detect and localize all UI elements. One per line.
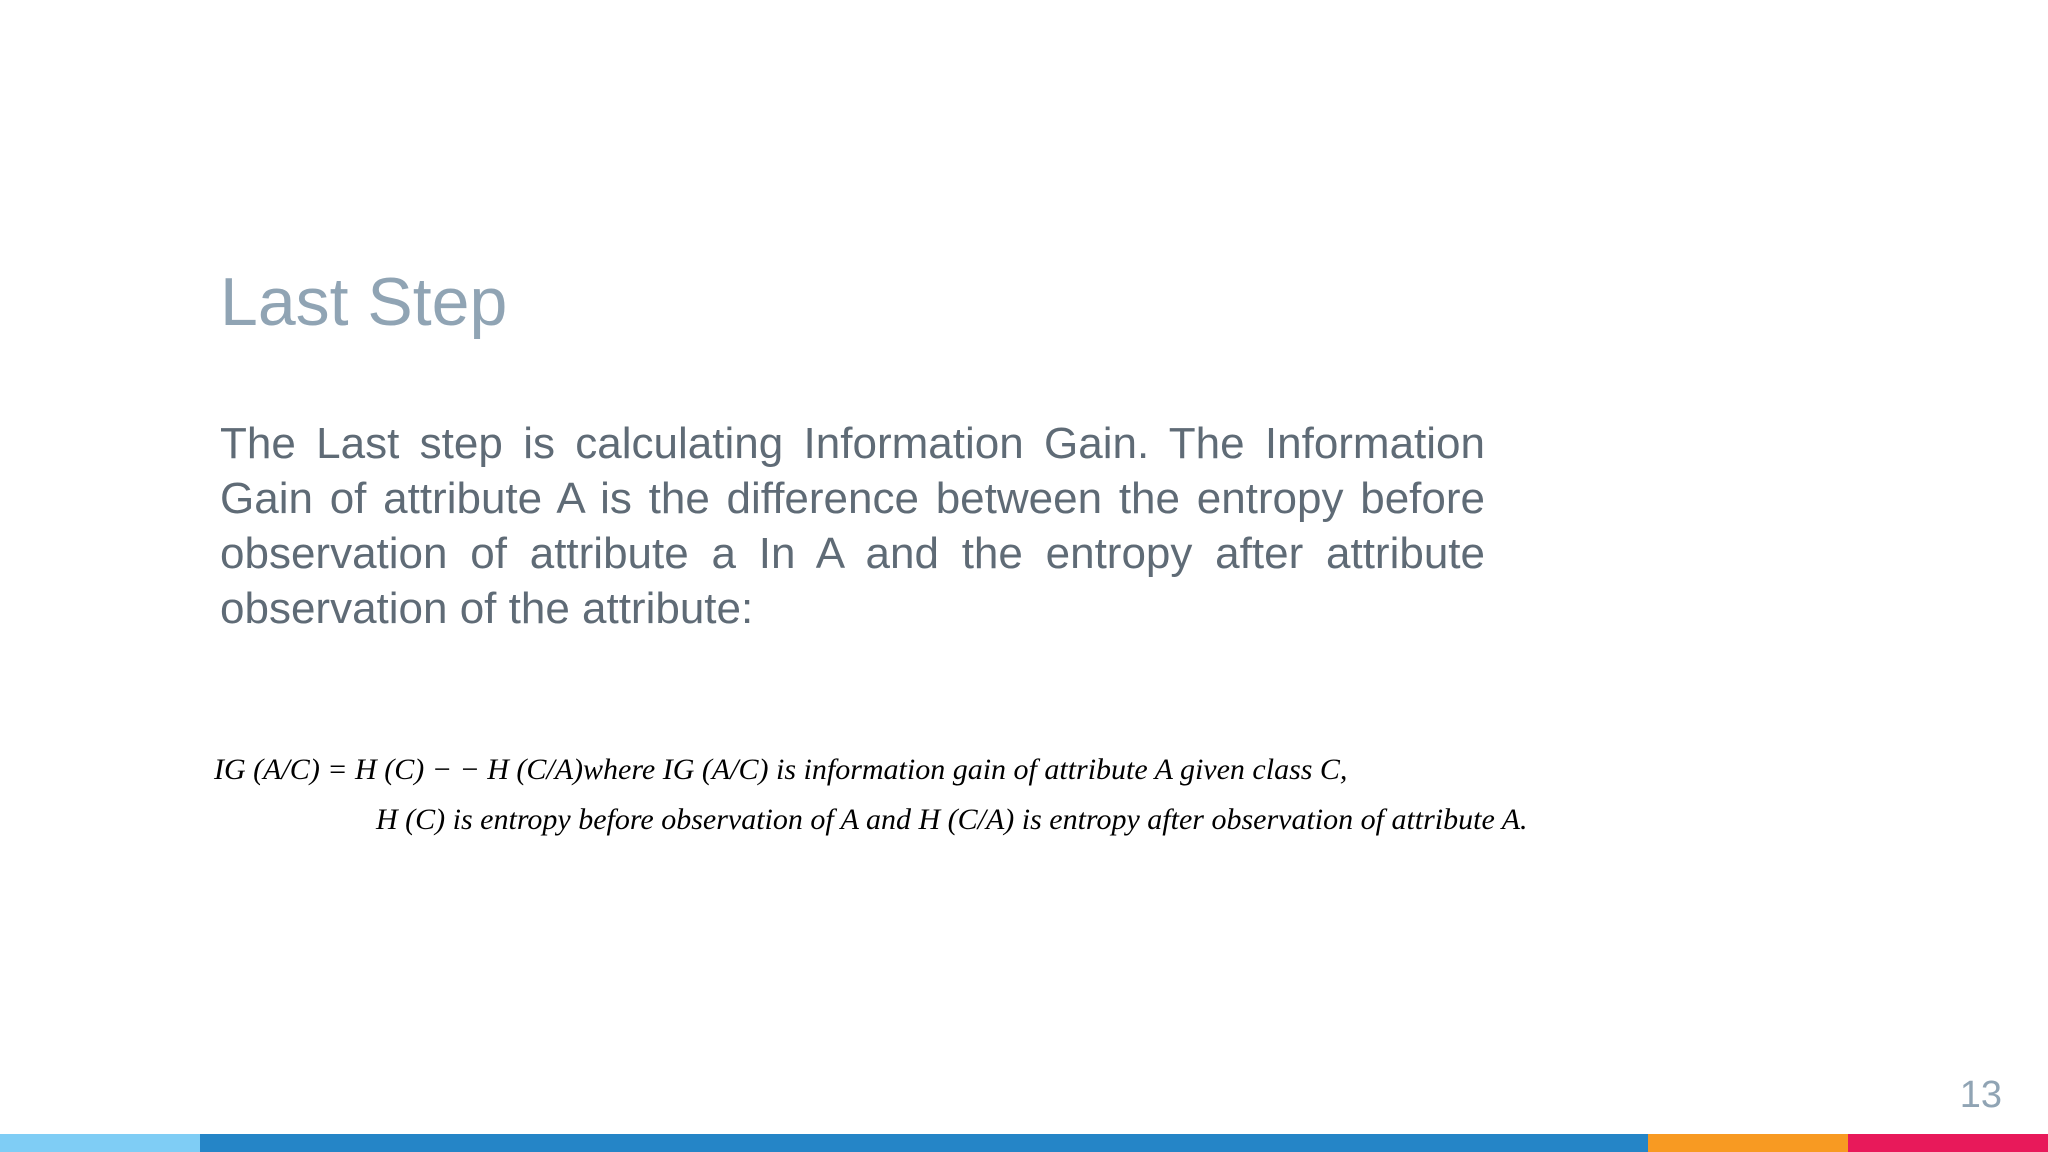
slide-title: Last Step: [220, 264, 508, 340]
formula-line-1: IG (A/C) = H (C) − − H (C/A)where IG (A/C) is information gain of attribute A given class C,: [214, 753, 1348, 786]
formula-line-2: H (C) is entropy before observation of A and H (C/A) is entropy after observation of attribute A.: [376, 803, 1528, 836]
footer-segment-orange: [1648, 1134, 1848, 1152]
footer-segment-blue: [200, 1134, 1648, 1152]
formula-image: [214, 745, 1684, 845]
footer-segment-light-blue: [0, 1134, 200, 1152]
body-paragraph: The Last step is calculating Information Gain. The Information Gain of attribute A is the difference between the entropy before observation of attribute a In A and the entropy after attribute observation of the attribute:: [220, 419, 1485, 633]
footer-segment-red: [1848, 1134, 2048, 1152]
footer-color-bar: [0, 1134, 2048, 1152]
page-number: 13: [1959, 1074, 2002, 1116]
